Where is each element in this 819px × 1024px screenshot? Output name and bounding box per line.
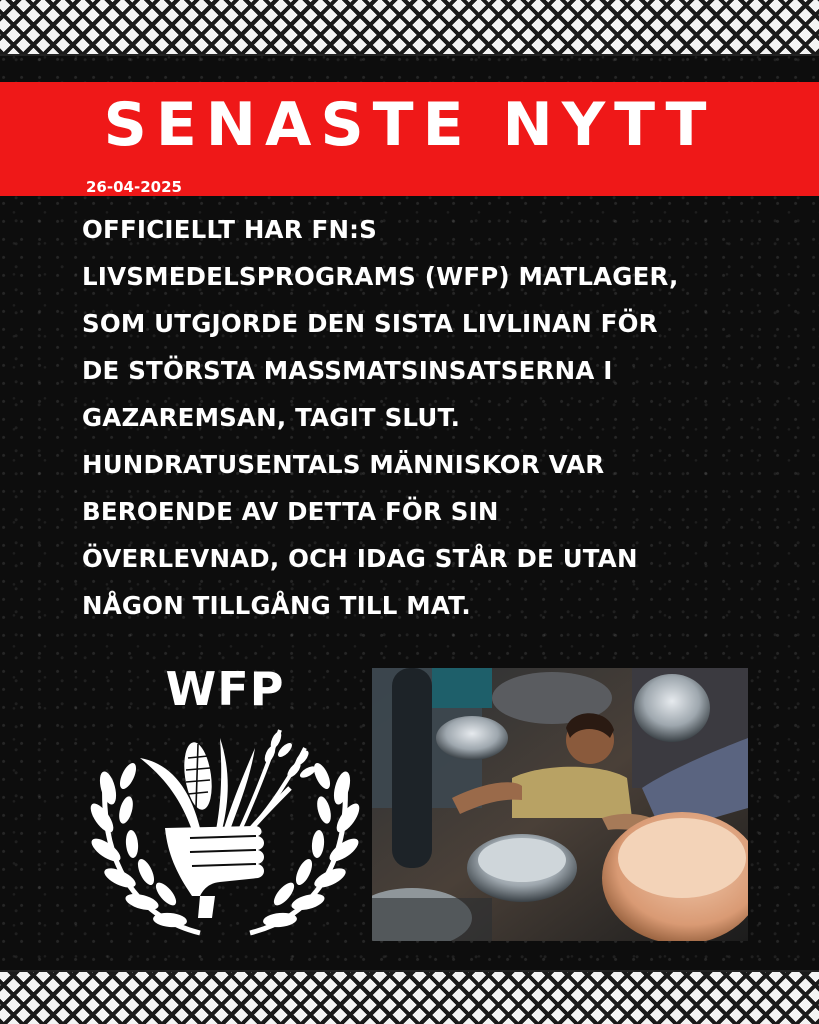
hand-icon bbox=[165, 826, 264, 918]
food-queue-photo bbox=[372, 668, 748, 941]
article-line: NÅGON TILLGÅNG TILL MAT. bbox=[82, 591, 471, 620]
laurel-right-icon bbox=[250, 761, 363, 933]
article-line: BEROENDE AV DETTA FÖR SIN bbox=[82, 497, 499, 526]
banner-title: SENASTE NYTT bbox=[103, 90, 716, 160]
article-line: LIVSMEDELSPROGRAMS (WFP) MATLAGER, bbox=[82, 262, 679, 291]
wfp-logo-label: WFP bbox=[165, 662, 285, 716]
article-line: DE STÖRSTA MASSMATSINSATSERNA I bbox=[82, 356, 613, 385]
article-line: GAZAREMSAN, TAGIT SLUT. bbox=[82, 403, 461, 432]
wfp-emblem-icon bbox=[80, 718, 370, 943]
post-date: 26-04-2025 bbox=[86, 178, 182, 196]
crop-bundle-icon bbox=[140, 730, 318, 836]
article-text bbox=[82, 206, 762, 629]
article-line: SOM UTGJORDE DEN SISTA LIVLINAN FÖR bbox=[82, 309, 658, 338]
keffiyeh-pattern-top bbox=[0, 0, 819, 56]
article-line: HUNDRATUSENTALS MÄNNISKOR VAR bbox=[82, 450, 605, 479]
article-line: OFFICIELLT HAR FN:S bbox=[82, 215, 378, 244]
article-line: ÖVERLEVNAD, OCH IDAG STÅR DE UTAN bbox=[82, 544, 638, 573]
keffiyeh-pattern-bottom bbox=[0, 970, 819, 1024]
